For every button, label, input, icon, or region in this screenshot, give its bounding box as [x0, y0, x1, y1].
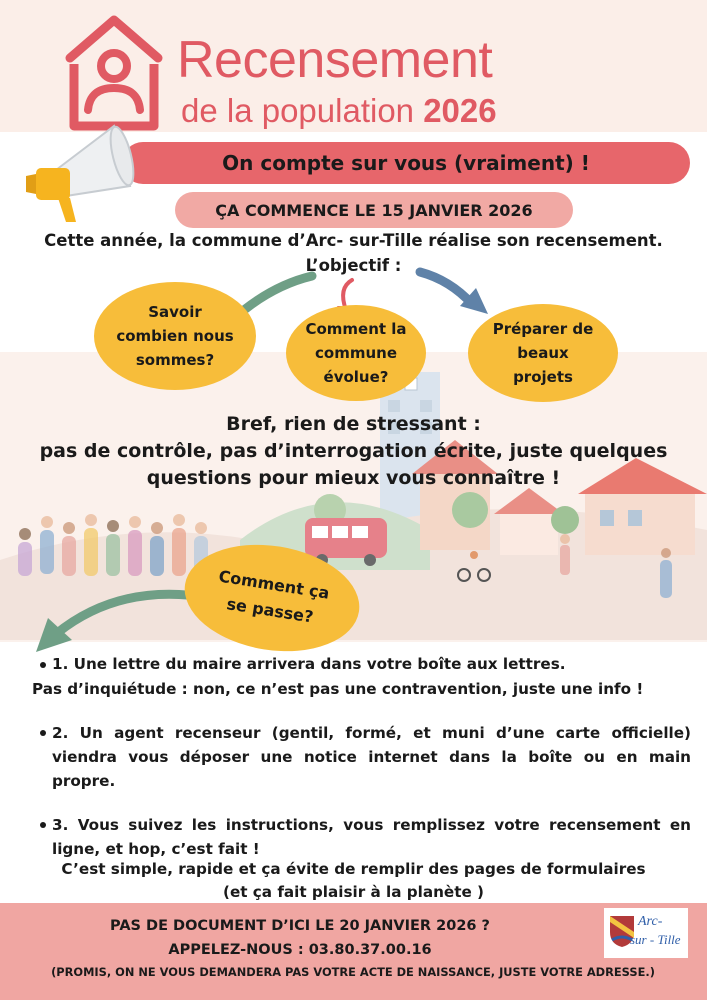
reassurance-line: pas de contrôle, pas d’interrogation écrite, juste quelques [39, 440, 668, 462]
bullet-icon [40, 662, 46, 668]
step-2 [40, 721, 691, 793]
step-text: 2. Un agent recenseur (gentil, formé, et muni d’une carte officielle) viendra vous déposer une notice internet dans la boîte ou en main propre. [52, 724, 691, 790]
step-3-note: C’est simple, rapide et ça évite de remplir des pages de formulaires [61, 860, 646, 878]
objective-label: L’objectif : [305, 256, 402, 275]
subtitle-text: de la population [181, 92, 415, 129]
reassurance-line: questions pour mieux vous connaître ! [146, 467, 561, 489]
footer-phone: APPELEZ-NOUS : 03.80.37.00.16 [168, 942, 432, 958]
start-date-pill [175, 192, 573, 228]
objective-text: Préparer de beaux projets [492, 320, 594, 386]
how-bubble-line: se passe? [225, 594, 315, 627]
house-person-icon [64, 14, 164, 132]
headline-text: On compte sur vous (vraiment) ! [222, 151, 590, 175]
intro-text: Cette année, la commune d’Arc- sur-Tille réalise son recensement. [44, 231, 663, 250]
objective-text: Comment la commune évolue? [305, 320, 407, 386]
step-1-note: Pas d’inquiétude : non, ce n’est pas une contravention, juste une info ! [32, 680, 644, 698]
footer-note: (PROMIS, ON NE VOUS DEMANDERA PAS VOTRE ACTE DE NAISSANCE, JUSTE VOTRE ADRESSE.) [51, 965, 655, 979]
megaphone-icon [18, 120, 138, 232]
step-3 [40, 813, 691, 861]
objective-text: Savoir combien nous sommes? [116, 303, 234, 369]
bullet-icon [40, 730, 46, 736]
page-title: Recensement [177, 31, 493, 89]
page-subtitle [181, 92, 497, 130]
step-text: 1. Une lettre du maire arrivera dans votre boîte aux lettres. [52, 655, 566, 673]
step-3-note: (et ça fait plaisir à la planète ) [223, 883, 484, 901]
step-1 [40, 652, 705, 676]
headline-banner [122, 142, 690, 184]
logo-text: Arc- [638, 914, 663, 929]
objective-bubble-count [94, 282, 256, 390]
step-text: 3. Vous suivez les instructions, vous remplissez votre recensement en ligne, et hop, c’est fait ! [52, 816, 691, 858]
objective-bubble-projects [468, 304, 618, 402]
reassurance-heading: Bref, rien de stressant : [226, 413, 481, 435]
subtitle-year: 2026 [423, 92, 497, 129]
objective-bubble-evolution [286, 305, 426, 401]
how-bubble-line: Comment ça [217, 566, 331, 603]
footer-question: PAS DE DOCUMENT D’ICI LE 20 JANVIER 2026 ? [110, 918, 490, 934]
start-date-text: ÇA COMMENCE LE 15 JANVIER 2026 [215, 200, 533, 220]
town-logo [604, 908, 688, 958]
logo-text: sur - Tille [630, 932, 681, 947]
bullet-icon [40, 822, 46, 828]
